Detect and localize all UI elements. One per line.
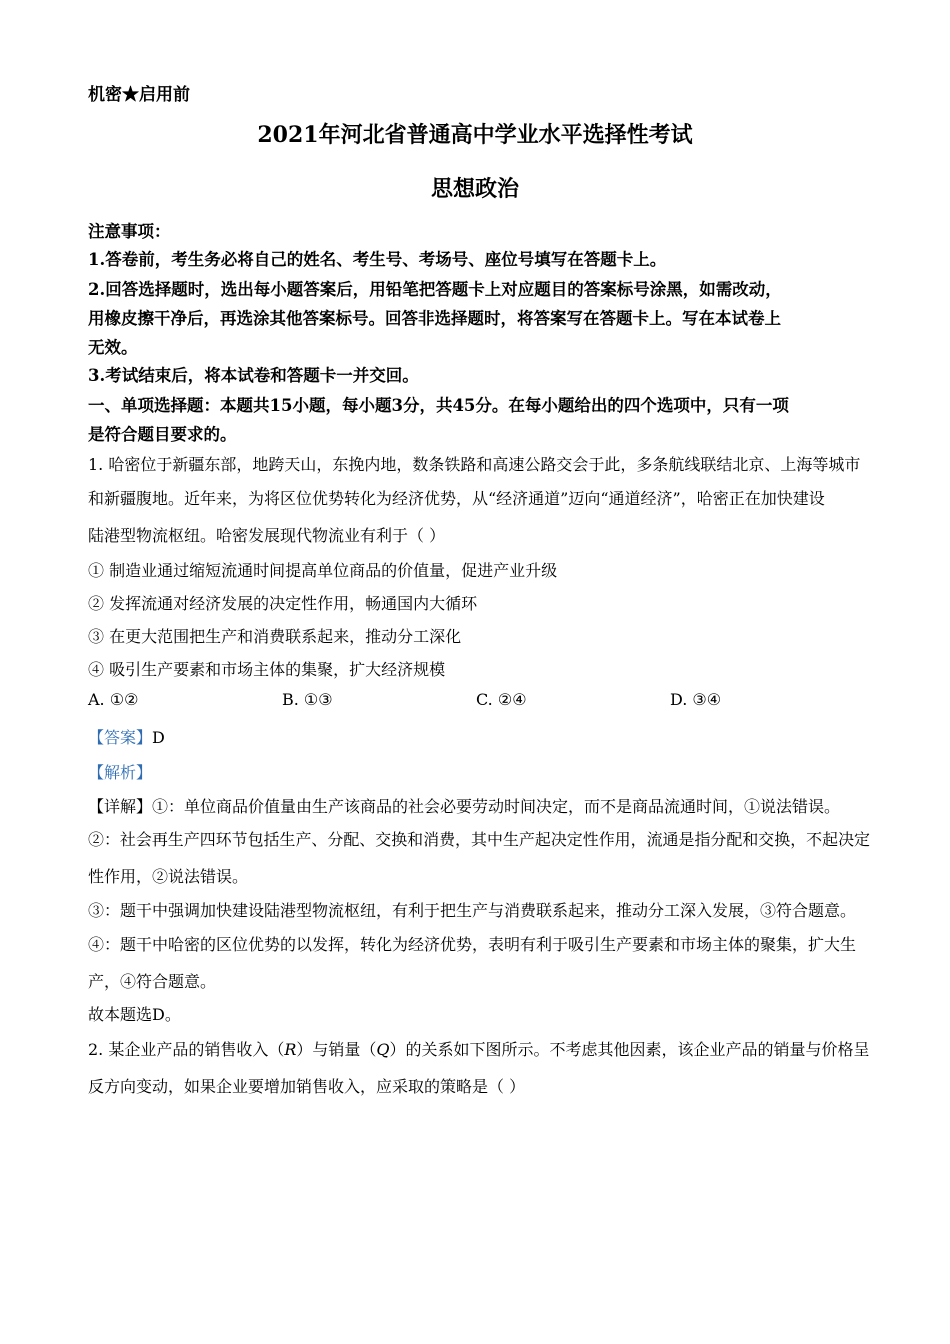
q1-detail-line-2: ②：社会再生产四环节包括生产、分配、交换和消费，其中生产起决定性作用，流通是指分配和交换，不起决定: [88, 830, 871, 849]
q1-detail-line-6: 产，④符合题意。: [88, 972, 217, 991]
answer-tag: 【答案】: [88, 728, 153, 747]
q2-stem-part-c: ）的关系如下图所示。不考虑其他因素，该企业产品的销量与价格呈: [389, 1040, 870, 1059]
q2-stem-part-b: ）与销量（: [296, 1040, 377, 1059]
notice-item-2-line-2: 用橡皮擦干净后，再选涂其他答案标号。回答非选择题时，将答案写在答题卡上。写在本试卷上: [88, 309, 781, 328]
q2-var-r: R: [284, 1040, 297, 1059]
q2-stem-line-2: 反方向变动，如果企业要增加销售收入，应采取的策略是（ ）: [88, 1077, 526, 1096]
q1-statement-2: ② 发挥流通对经济发展的决定性作用，畅通国内大循环: [88, 594, 478, 613]
q1-option-c: C. ②④: [476, 690, 527, 709]
q2-stem-part-a: 2. 某企业产品的销售收入（: [88, 1040, 285, 1059]
notice-item-1: 1.答卷前，考生务必将自己的姓名、考生号、考场号、座位号填写在答题卡上。: [88, 250, 667, 269]
q1-statement-3: ③ 在更大范围把生产和消费联系起来，推动分工深化: [88, 627, 462, 646]
q2-var-q: Q: [376, 1040, 390, 1059]
exam-title: 2021年河北省普通高中学业水平选择性考试: [257, 122, 693, 148]
analysis-tag: 【解析】: [88, 763, 153, 782]
q1-stem-line-1: 1. 哈密位于新疆东部，地跨天山，东挽内地，数条铁路和高速公路交会于此，多条航线联结北京、上海等城市: [88, 455, 861, 474]
confidential-mark: 机密★启用前: [88, 85, 190, 105]
notice-item-2-line-1: 2.回答选择题时，选出每小题答案后，用铅笔把答题卡上对应题目的答案标号涂黑，如需改动，: [88, 280, 782, 299]
notice-heading: 注意事项：: [88, 222, 171, 241]
q1-conclusion: 故本题选D。: [88, 1005, 181, 1024]
q1-option-a: A. ①②: [88, 690, 139, 709]
q2-stem-line-1: [88, 1037, 870, 1060]
section-heading-line-2: 是符合题目要求的。: [88, 425, 237, 444]
q1-detail-line-4: ③：题干中强调加快建设陆港型物流枢纽，有利于把生产与消费联系起来，推动分工深入发展，③符合题意。: [88, 901, 857, 920]
notice-item-3: 3.考试结束后，将本试卷和答题卡一并交回。: [88, 366, 419, 385]
q1-analysis-tag: [88, 760, 152, 783]
subject-title: 思想政治: [430, 176, 519, 202]
q1-stem-line-3: 陆港型物流枢纽。哈密发展现代物流业有利于（ ）: [88, 526, 446, 545]
answer-value: D: [152, 728, 165, 747]
q1-answer: [88, 725, 165, 748]
section-heading-line-1: 一、单项选择题：本题共15小题，每小题3分，共45分。在每小题给出的四个选项中，只有一项: [88, 396, 789, 415]
q1-stem-line-2: 和新疆腹地。近年来，为将区位优势转化为经济优势，从“经济通道”迈向“通道经济”，哈密正在加快建设: [88, 489, 825, 508]
q1-option-b: B. ①③: [282, 690, 333, 709]
q1-statement-4: ④ 吸引生产要素和市场主体的集聚，扩大经济规模: [88, 660, 446, 679]
q1-statement-1: ① 制造业通过缩短流通时间提高单位商品的价值量，促进产业升级: [88, 561, 558, 580]
q1-detail-line-5: ④：题干中哈密的区位优势的以发挥，转化为经济优势，表明有利于吸引生产要素和市场主体的聚集，扩大生: [88, 935, 857, 954]
q1-detail-line-1: 【详解】①：单位商品价值量由生产该商品的社会必要劳动时间决定，而不是商品流通时间，①说法错误。: [88, 797, 841, 816]
notice-item-2-line-3: 无效。: [88, 338, 138, 357]
q1-detail-line-3: 性作用，②说法错误。: [88, 867, 249, 886]
q1-option-d: D. ③④: [670, 690, 722, 709]
